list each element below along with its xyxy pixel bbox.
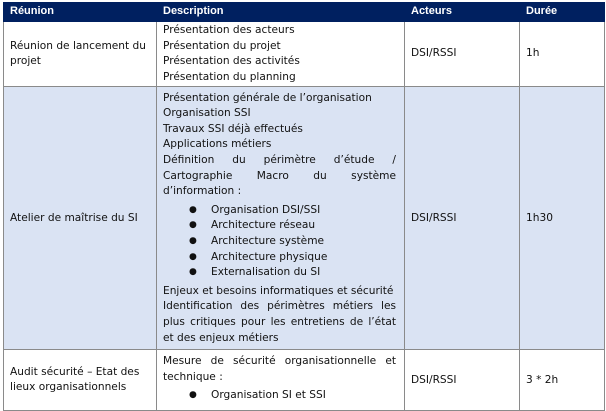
column-header-duree: Durée (520, 3, 605, 22)
description-cell (157, 87, 405, 350)
bullet-icon: ● (189, 204, 197, 215)
table-header-row (4, 3, 605, 22)
acteurs-cell: DSI/RSSI (405, 22, 520, 87)
column-header-acteurs: Acteurs (405, 3, 520, 22)
description-line: Présentation du projet (163, 39, 281, 52)
duree-cell: 1h (520, 22, 605, 87)
acteurs-cell: DSI/RSSI (405, 87, 520, 350)
bullet-icon: ● (189, 267, 197, 278)
description-line: Applications métiers (163, 138, 272, 151)
acteurs-cell: DSI/RSSI (405, 350, 520, 411)
reunion-cell: Atelier de maîtrise du SI (4, 87, 157, 350)
list-item-label: Externalisation du SI (211, 266, 321, 279)
list-item-label: Organisation SI et SSI (211, 389, 326, 402)
description-line: Présentation des acteurs (163, 24, 295, 36)
description-line: Présentation générale de l’organisation (163, 91, 372, 104)
description-paragraph: Définition du périmètre d’étude / Cartographie Macro du système d’information : (163, 154, 396, 198)
description-line: Présentation du planning (163, 70, 296, 83)
table-row (4, 22, 605, 87)
bullet-icon: ● (189, 390, 197, 401)
table-row (4, 350, 605, 411)
column-header-reunion: Réunion (4, 3, 157, 22)
bullet-list (163, 203, 396, 281)
list-item (189, 250, 396, 266)
list-item-label: Organisation DSI/SSI (211, 203, 321, 216)
meetings-table (3, 2, 605, 411)
description-paragraph: Identification des périmètres métiers les plus critiques pour les entretiens de l’état et des enjeux métiers (163, 300, 396, 344)
bullet-icon: ● (189, 251, 197, 262)
description-paragraph: Mesure de sécurité organisationnelle et technique : (163, 354, 396, 383)
list-item (189, 218, 396, 234)
reunion-cell: Réunion de lancement du projet (4, 22, 157, 87)
bullet-icon: ● (189, 220, 197, 231)
list-item (189, 388, 396, 404)
list-item (189, 203, 396, 219)
list-item (189, 234, 396, 250)
description-line: Enjeux et besoins informatiques et sécurité (163, 284, 394, 297)
description-line: Organisation SSI (163, 107, 251, 120)
list-item-label: Architecture physique (211, 250, 328, 263)
list-item-label: Architecture réseau (211, 219, 316, 232)
table-row (4, 87, 605, 350)
list-item (189, 265, 396, 281)
duree-cell: 3 * 2h (520, 350, 605, 411)
reunion-cell: Audit sécurité – Etat des lieux organisationnels (4, 350, 157, 411)
description-cell (157, 350, 405, 411)
bullet-icon: ● (189, 235, 197, 246)
duree-cell: 1h30 (520, 87, 605, 350)
column-header-description: Description (157, 3, 405, 22)
description-line: Travaux SSI déjà effectués (163, 122, 303, 135)
bullet-list (163, 388, 396, 404)
description-cell (157, 22, 405, 87)
list-item-label: Architecture système (211, 234, 325, 247)
description-line: Présentation des activités (163, 55, 300, 68)
